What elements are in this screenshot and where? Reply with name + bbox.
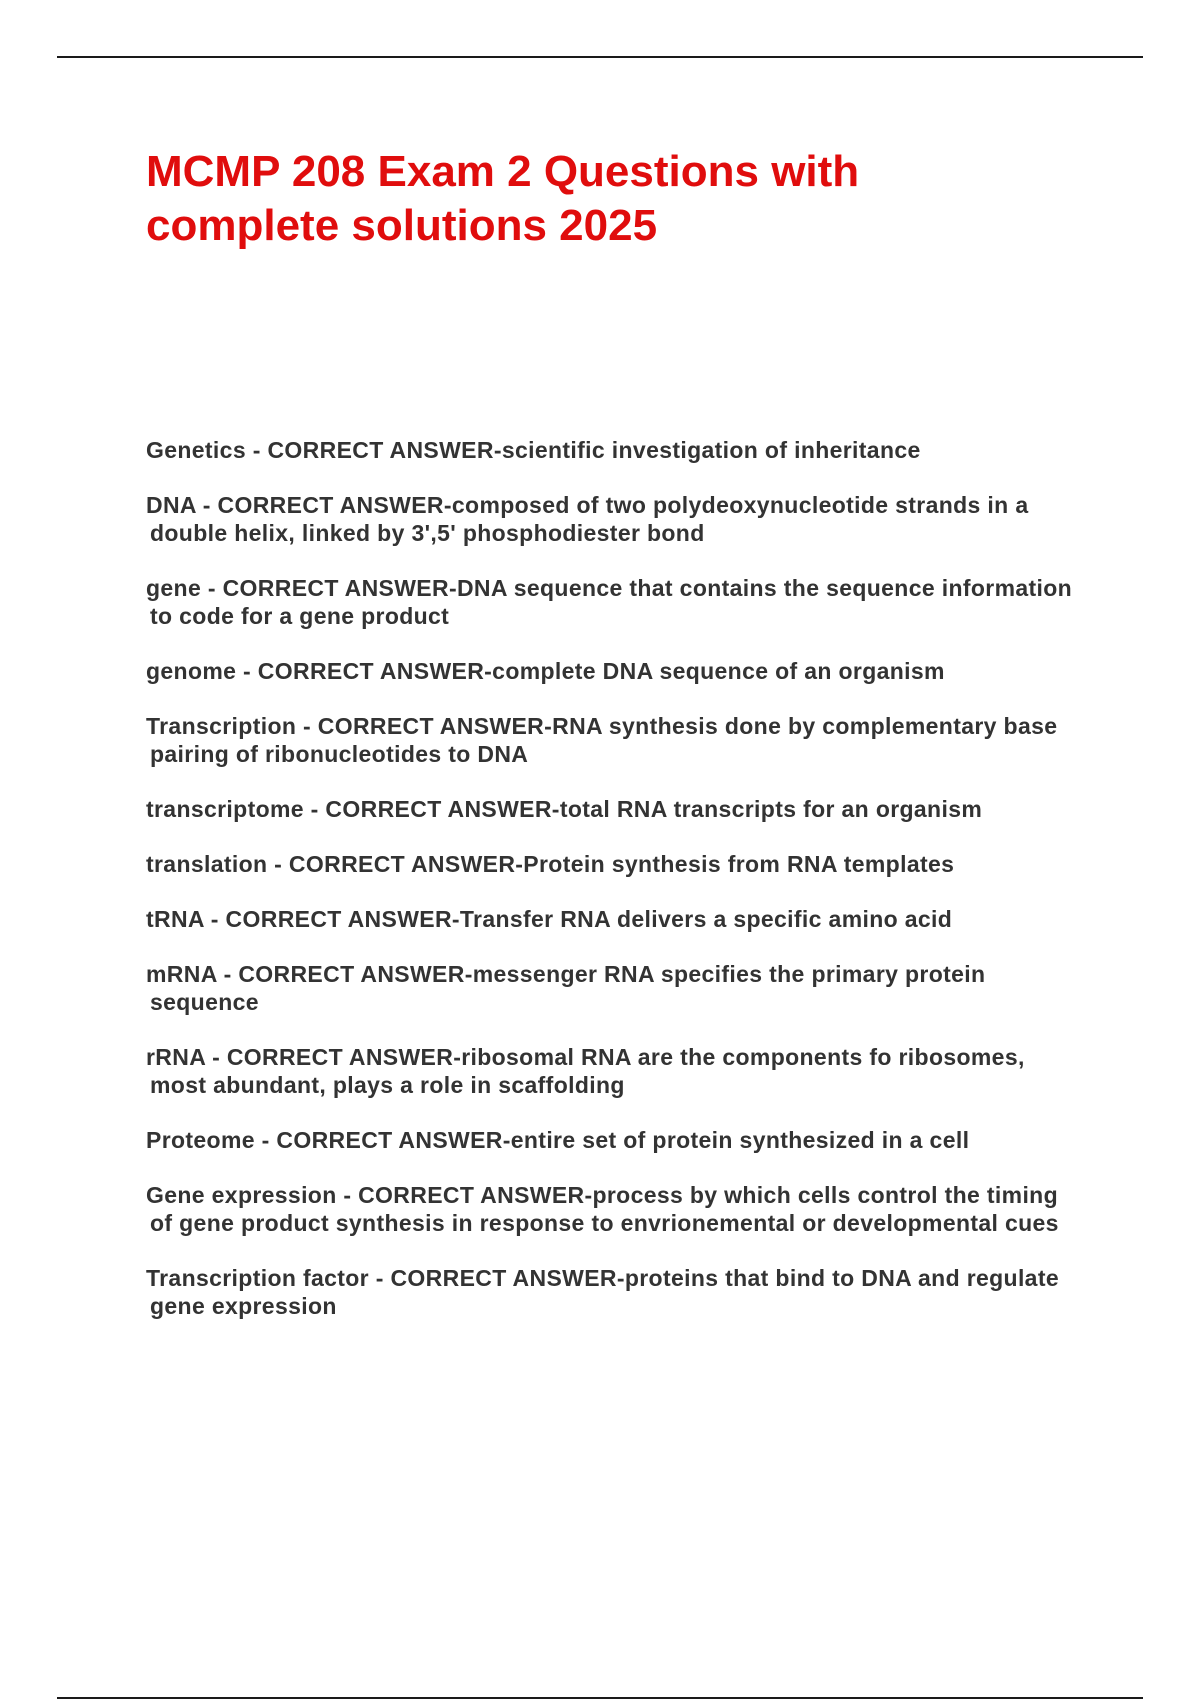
qa-term: mRNA [146,961,217,987]
qa-item [146,574,1086,630]
qa-item [146,795,1086,823]
qa-list [146,436,1086,1347]
qa-separator: - CORRECT ANSWER- [296,713,553,739]
qa-answer: complete DNA sequence of an organism [492,658,945,684]
qa-item [146,960,1086,1016]
qa-answer: scientific investigation of inheritance [501,437,921,463]
qa-separator: - CORRECT ANSWER- [267,851,524,877]
qa-item [146,1264,1086,1320]
qa-answer: composed of two polydeoxynucleotide strands in a double helix, linked by 3',5' phosphodiester bond [150,492,1029,546]
qa-separator: - CORRECT ANSWER- [205,1044,462,1070]
qa-separator: - CORRECT ANSWER- [204,906,460,932]
qa-answer: entire set of protein synthesized in a cell [510,1127,970,1153]
qa-separator: - CORRECT ANSWER- [303,796,560,822]
qa-item [146,1126,1086,1154]
qa-answer: ribosomal RNA are the components fo ribosomes, most abundant, plays a role in scaffolding [150,1044,1025,1098]
qa-item [146,491,1086,547]
qa-answer: total RNA transcripts for an organism [559,796,983,822]
qa-term: translation [146,851,268,877]
qa-separator: - CORRECT ANSWER- [254,1127,511,1153]
qa-item [146,436,1086,464]
qa-separator: - CORRECT ANSWER- [336,1182,593,1208]
qa-separator: - CORRECT ANSWER- [196,492,452,518]
qa-answer: messenger RNA specifies the primary protein sequence [150,961,986,1015]
top-rule [57,56,1143,58]
qa-term: Gene expression [146,1182,337,1208]
qa-term: rRNA [146,1044,206,1070]
qa-item [146,1181,1086,1237]
qa-term: genome [146,658,237,684]
qa-item [146,657,1086,685]
qa-answer: process by which cells control the timing of gene product synthesis in response to envrionemental or developmental cues [150,1182,1059,1236]
document-title: MCMP 208 Exam 2 Questions with complete solutions 2025 [146,147,860,250]
bottom-rule [57,1697,1143,1699]
qa-item [146,850,1086,878]
qa-answer: RNA synthesis done by complementary base pairing of ribonucleotides to DNA [150,713,1058,767]
qa-term: gene [146,575,202,601]
qa-term: Transcription [146,713,297,739]
qa-item [146,712,1086,768]
qa-answer: proteins that bind to DNA and regulate gene expression [150,1265,1059,1319]
qa-separator: - CORRECT ANSWER- [216,961,473,987]
qa-term: transcriptome [146,796,304,822]
qa-term: DNA [146,492,197,518]
qa-term: Transcription factor [146,1265,369,1291]
qa-separator: - CORRECT ANSWER- [368,1265,625,1291]
qa-item [146,1043,1086,1099]
qa-term: Genetics [146,437,246,463]
qa-separator: - CORRECT ANSWER- [201,575,457,601]
qa-answer: Protein synthesis from RNA templates [523,851,955,877]
qa-answer: DNA sequence that contains the sequence information to code for a gene product [150,575,1073,629]
qa-term: Proteome [146,1127,255,1153]
qa-separator: - CORRECT ANSWER- [236,658,493,684]
qa-term: tRNA [146,906,205,932]
qa-answer: Transfer RNA delivers a specific amino acid [459,906,953,932]
qa-item [146,905,1086,933]
qa-separator: - CORRECT ANSWER- [245,437,502,463]
